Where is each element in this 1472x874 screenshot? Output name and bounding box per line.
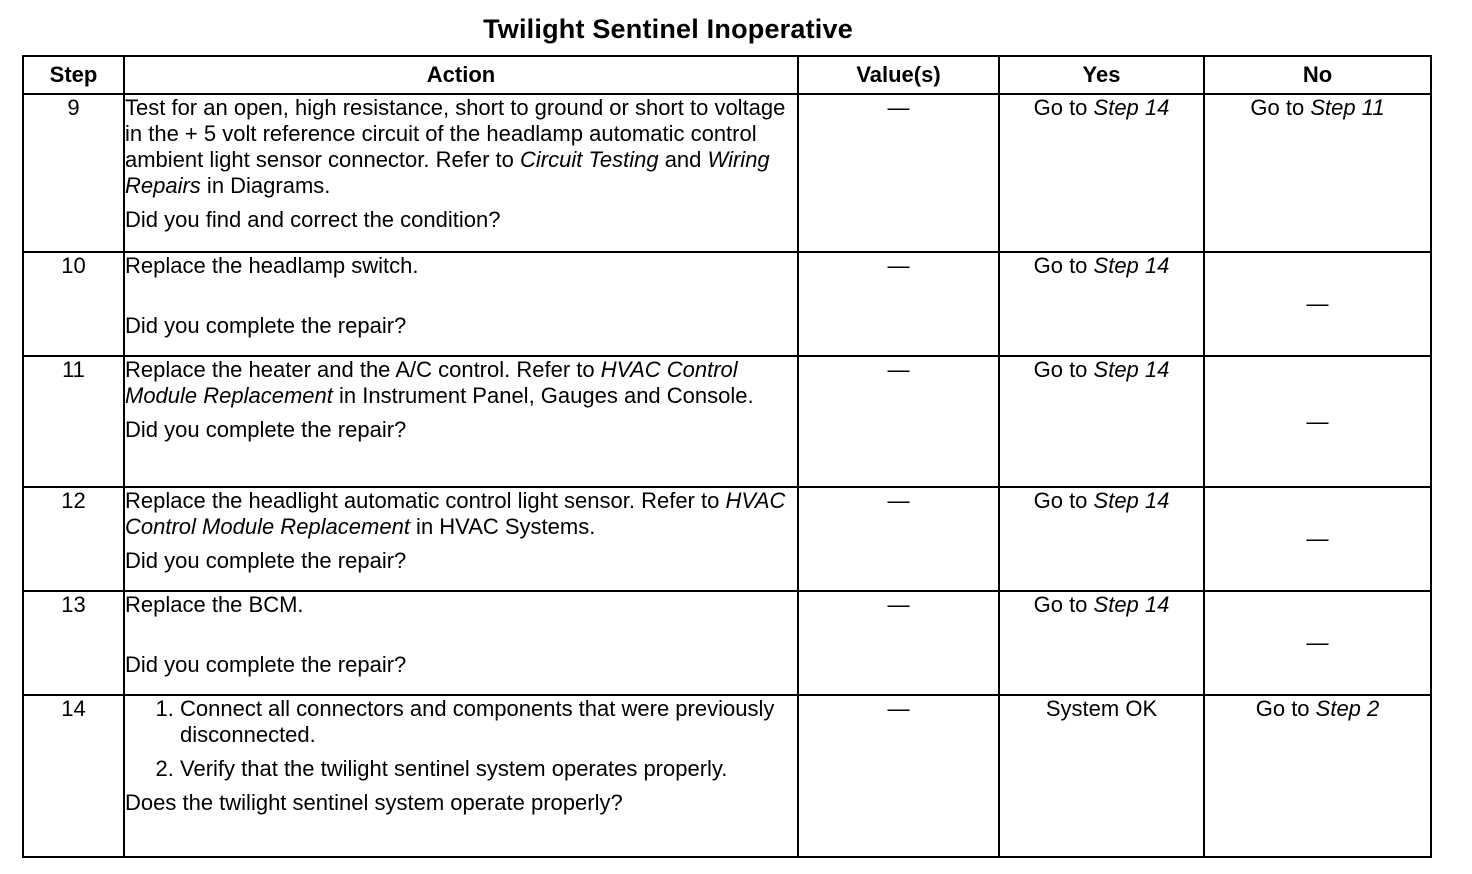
table-row (23, 356, 1431, 487)
no-cell: — (1204, 591, 1431, 695)
no-cell: Go to Step 11 (1204, 94, 1431, 252)
action-question: Did you find and correct the condition? (125, 207, 501, 232)
step-number: 11 (23, 356, 124, 487)
action-list (125, 696, 797, 782)
header-values: Value(s) (798, 56, 999, 94)
table-row (23, 591, 1431, 695)
header-no: No (1204, 56, 1431, 94)
value-cell: — (798, 356, 999, 487)
action-cell (124, 252, 798, 356)
step-number: 10 (23, 252, 124, 356)
action-text: Test for an open, high resistance, short to ground or short to voltage in the + 5 volt reference circuit of the headlamp automatic control ambient light sensor connector. Refer to Circuit Testing and Wiring Repairs in Diagrams. (125, 95, 786, 198)
value-cell: — (798, 94, 999, 252)
action-text: Replace the headlamp switch. (125, 253, 419, 278)
list-item: 1. Connect all connectors and components that were previously disconnected. (180, 696, 797, 748)
action-cell (124, 591, 798, 695)
yes-cell: Go to Step 14 (999, 356, 1204, 487)
header-action: Action (124, 56, 798, 94)
value-cell: — (798, 695, 999, 857)
diagnostic-table (22, 55, 1432, 858)
no-cell: — (1204, 487, 1431, 591)
action-cell (124, 487, 798, 591)
action-question: Did you complete the repair? (125, 313, 407, 338)
value-cell: — (798, 591, 999, 695)
action-text: Replace the heater and the A/C control. Refer to HVAC Control Module Replacement in Instrument Panel, Gauges and Console. (125, 357, 754, 408)
no-cell: Go to Step 2 (1204, 695, 1431, 857)
header-step: Step (23, 56, 124, 94)
step-number: 12 (23, 487, 124, 591)
value-cell: — (798, 252, 999, 356)
yes-cell: Go to Step 14 (999, 94, 1204, 252)
step-number: 14 (23, 695, 124, 857)
action-question: Does the twilight sentinel system operate properly? (125, 790, 623, 815)
page-title: Twilight Sentinel Inoperative (483, 14, 853, 44)
no-cell: — (1204, 356, 1431, 487)
list-item: 2. Verify that the twilight sentinel system operates properly. (180, 756, 797, 782)
table-row (23, 487, 1431, 591)
yes-cell: Go to Step 14 (999, 591, 1204, 695)
action-question: Did you complete the repair? (125, 548, 407, 573)
yes-cell: Go to Step 14 (999, 252, 1204, 356)
step-number: 9 (23, 94, 124, 252)
action-cell (124, 695, 798, 857)
step-number: 13 (23, 591, 124, 695)
action-text: Replace the headlight automatic control light sensor. Refer to HVAC Control Module Replacement in HVAC Systems. (125, 488, 786, 539)
no-cell: — (1204, 252, 1431, 356)
header-row (23, 56, 1431, 94)
action-text: Replace the BCM. (125, 592, 304, 617)
yes-cell: Go to Step 14 (999, 487, 1204, 591)
table-row (23, 94, 1431, 252)
action-cell (124, 94, 798, 252)
value-cell: — (798, 487, 999, 591)
table-row (23, 695, 1431, 857)
action-cell (124, 356, 798, 487)
table-row (23, 252, 1431, 356)
action-question: Did you complete the repair? (125, 652, 407, 677)
yes-cell: System OK (999, 695, 1204, 857)
header-yes: Yes (999, 56, 1204, 94)
action-question: Did you complete the repair? (125, 417, 407, 442)
